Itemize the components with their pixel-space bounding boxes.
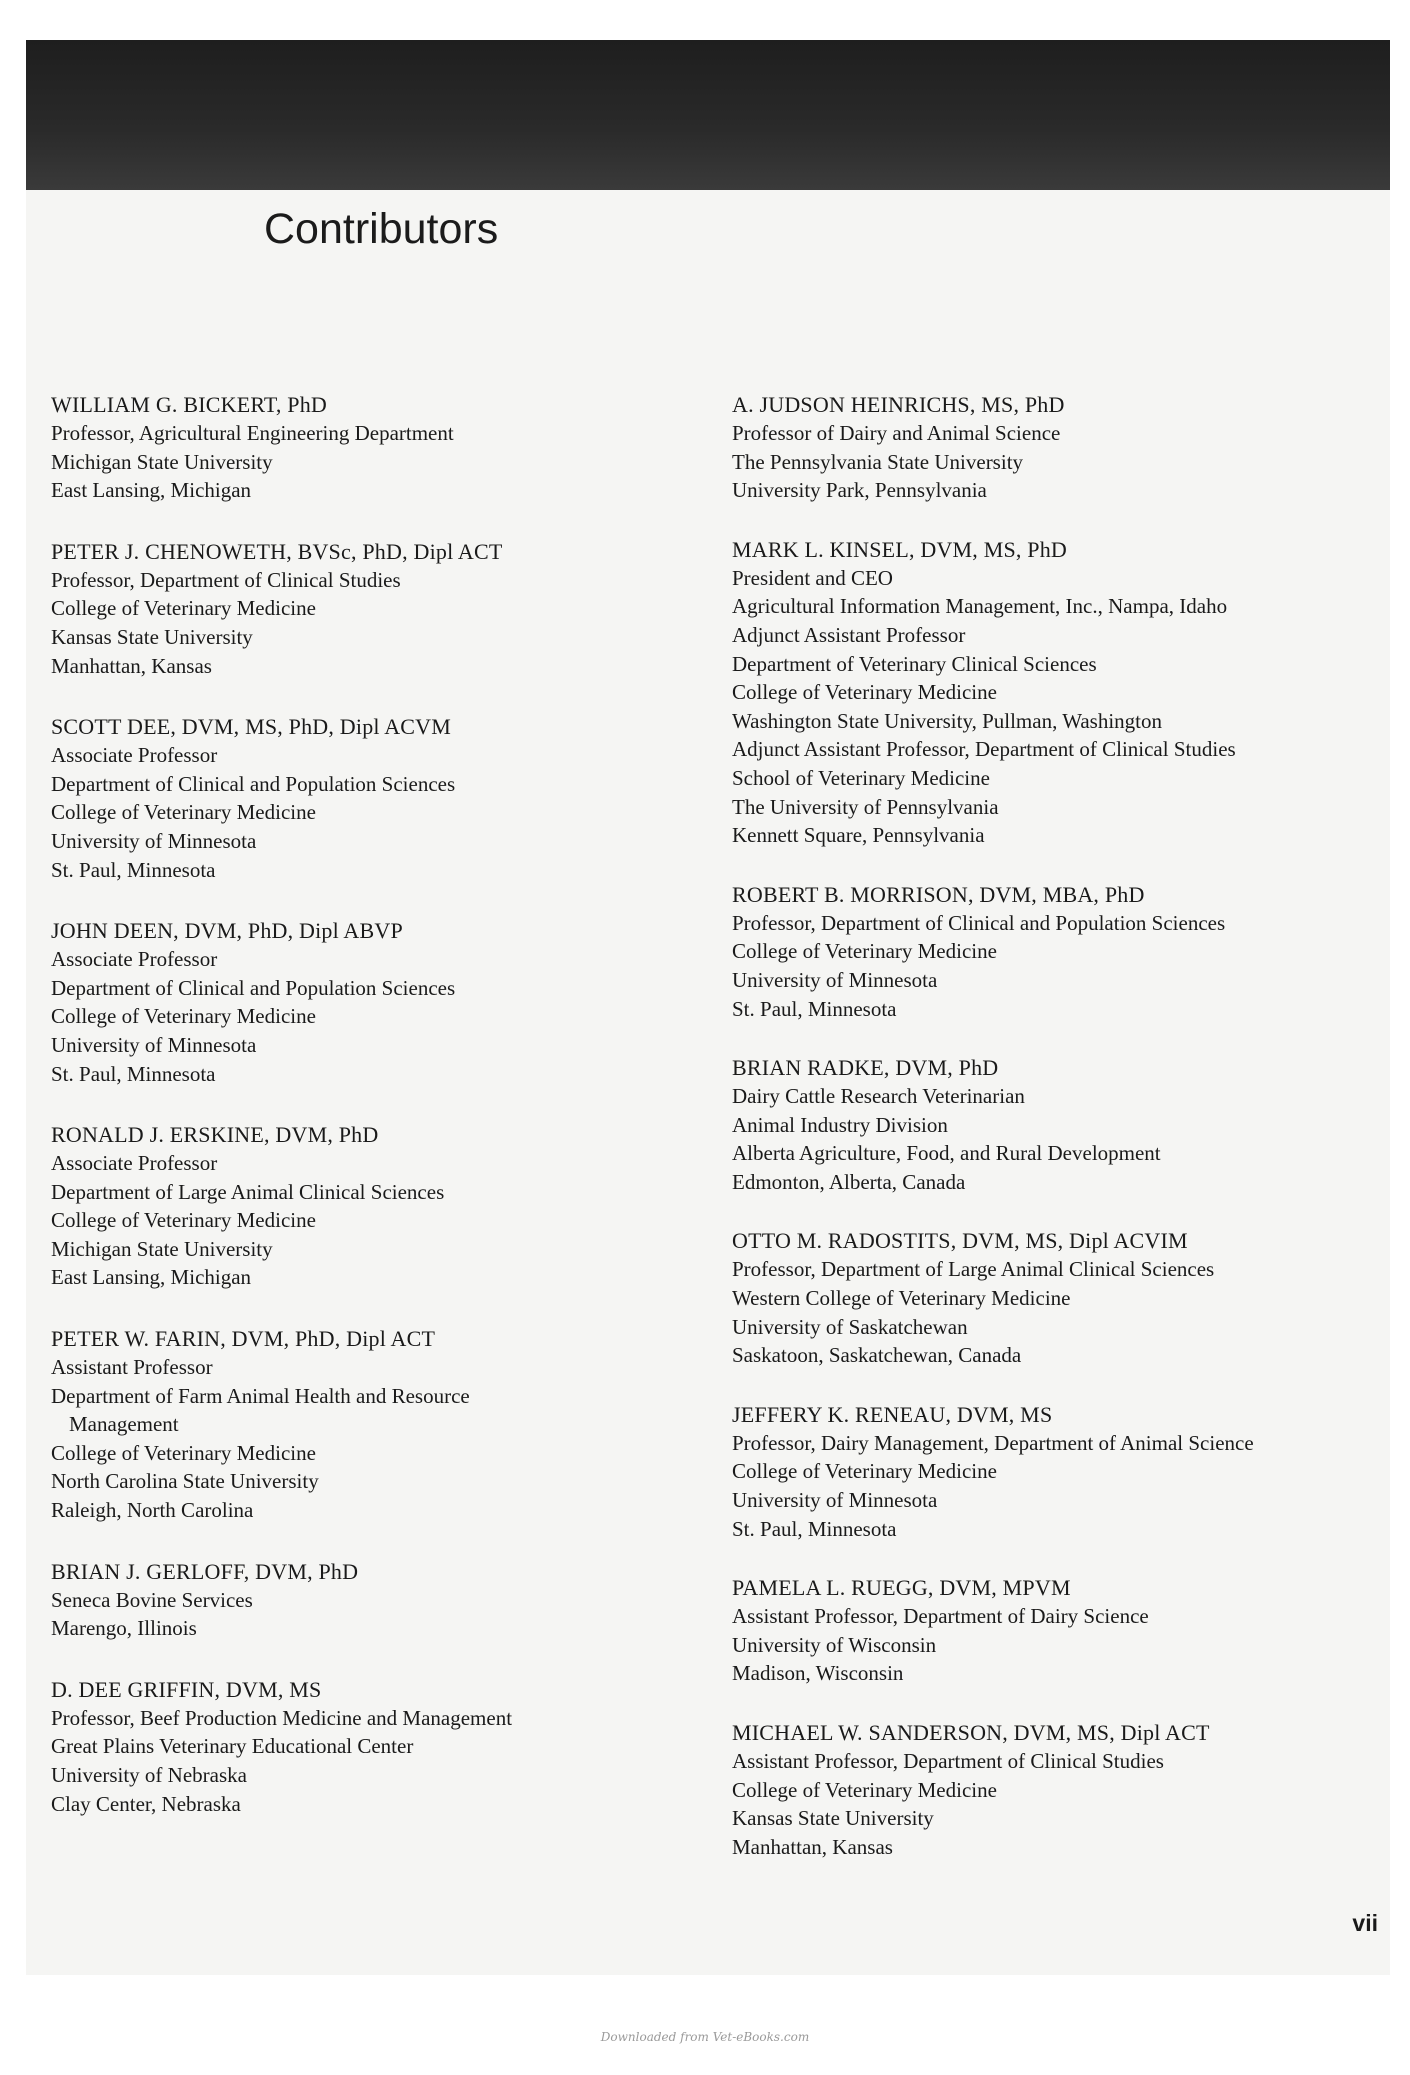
contributor-affiliation-line: College of Veterinary Medicine	[51, 1440, 316, 1465]
contributor-name: RONALD J. ERSKINE, DVM, PhD	[51, 1122, 379, 1148]
contributor-name: JOHN DEEN, DVM, PhD, Dipl ABVP	[51, 918, 403, 944]
contributor-affiliation-line: College of Veterinary Medicine	[732, 939, 997, 964]
page-number: vii	[1352, 1910, 1378, 1936]
contributor-affiliation-line: Clay Center, Nebraska	[51, 1791, 241, 1816]
contributor-name: ROBERT B. MORRISON, DVM, MBA, PhD	[732, 881, 1145, 907]
contributor-affiliation-line: College of Veterinary Medicine	[732, 680, 997, 705]
contributor-name: PETER J. CHENOWETH, BVSc, PhD, Dipl ACT	[51, 538, 503, 564]
contributor-affiliation-line: St. Paul, Minnesota	[51, 1061, 216, 1086]
contributor-name: A. JUDSON HEINRICHS, MS, PhD	[732, 392, 1065, 417]
contributor-affiliation-line: Alberta Agriculture, Food, and Rural Development	[732, 1141, 1161, 1166]
contributor-affiliation-line: Washington State University, Pullman, Washington	[732, 708, 1163, 733]
contributor-entry	[732, 1226, 1392, 1369]
contributor-name: BRIAN RADKE, DVM, PhD	[732, 1055, 999, 1081]
contributor-entry	[51, 390, 711, 505]
download-note: Downloaded from Vet-eBooks.com	[600, 2030, 810, 2044]
contributor-affiliation-line: St. Paul, Minnesota	[51, 857, 216, 882]
contributor-affiliation-line: Associate Professor	[51, 1151, 218, 1176]
header-band	[26, 40, 1390, 190]
contributor-affiliation-line: Department of Veterinary Clinical Sciences	[732, 651, 1097, 676]
contributor-entry	[51, 1675, 711, 1818]
contributor-name: BRIAN J. GERLOFF, DVM, PhD	[51, 1558, 359, 1584]
contributor-affiliation-line: College of Veterinary Medicine	[51, 1004, 316, 1029]
contributor-affiliation-line: Raleigh, North Carolina	[51, 1498, 254, 1523]
contributor-affiliation-line: President and CEO	[732, 565, 893, 590]
contributor-affiliation-line: Professor, Beef Production Medicine and Management	[51, 1705, 513, 1730]
contributor-affiliation-line: University of Wisconsin	[732, 1632, 937, 1657]
contributor-name: PETER W. FARIN, DVM, PhD, Dipl ACT	[51, 1326, 436, 1352]
contributor-affiliation-line: College of Veterinary Medicine	[51, 596, 316, 621]
contributor-affiliation-line: University Park, Pennsylvania	[732, 478, 987, 503]
left-column	[51, 390, 711, 1850]
contributor-entry	[732, 1400, 1392, 1543]
contributor-affiliation-line: Assistant Professor, Department of Clinical Studies	[732, 1749, 1164, 1773]
contributor-affiliation-line: Associate Professor	[51, 947, 218, 972]
contributor-affiliation-line: Assistant Professor	[51, 1355, 213, 1380]
contributor-name: MICHAEL W. SANDERSON, DVM, MS, Dipl ACT	[732, 1720, 1210, 1745]
contributor-affiliation-line: Assistant Professor, Department of Dairy Science	[732, 1604, 1149, 1629]
contributor-entry	[732, 390, 1392, 505]
contributor-affiliation-line: University of Minnesota	[732, 1488, 938, 1513]
contributor-affiliation-line: University of Minnesota	[732, 967, 938, 992]
contributor-entry	[732, 535, 1392, 850]
contributor-affiliation-line: Department of Large Animal Clinical Sciences	[51, 1179, 445, 1204]
contributor-affiliation-line: Department of Clinical and Population Sciences	[51, 771, 456, 796]
contributor-affiliation-line: Western College of Veterinary Medicine	[732, 1286, 1071, 1311]
contributor-entry	[51, 1324, 711, 1525]
contributor-name: MARK L. KINSEL, DVM, MS, PhD	[732, 536, 1068, 562]
contributor-affiliation-line: North Carolina State University	[51, 1469, 319, 1494]
page-title: Contributors	[264, 205, 499, 253]
contributor-affiliation-line: Professor, Agricultural Engineering Department	[51, 421, 454, 445]
contributor-entry	[51, 537, 711, 680]
contributor-entry	[51, 1120, 711, 1292]
contributor-affiliation-line: Madison, Wisconsin	[732, 1661, 904, 1686]
contributor-affiliation-line: The University of Pennsylvania	[732, 794, 999, 819]
contributor-name: PAMELA L. RUEGG, DVM, MPVM	[732, 1575, 1071, 1601]
contributor-affiliation-line: Management	[69, 1412, 179, 1437]
contributor-affiliation-line: College of Veterinary Medicine	[732, 1459, 997, 1484]
contributor-entry	[51, 1557, 711, 1643]
contributor-affiliation-line: School of Veterinary Medicine	[732, 765, 990, 790]
contributor-affiliation-line: East Lansing, Michigan	[51, 1265, 252, 1290]
contributor-name: JEFFERY K. RENEAU, DVM, MS	[732, 1401, 1053, 1427]
contributor-affiliation-line: University of Minnesota	[51, 1032, 257, 1057]
contributor-affiliation-line: Manhattan, Kansas	[51, 653, 212, 678]
contributor-affiliation-line: Manhattan, Kansas	[732, 1834, 893, 1859]
contributor-affiliation-line: Michigan State University	[51, 1236, 273, 1261]
contributor-affiliation-line: Michigan State University	[51, 449, 273, 474]
contributor-entry	[51, 916, 711, 1088]
contributor-name: OTTO M. RADOSTITS, DVM, MS, Dipl ACVIM	[732, 1228, 1188, 1254]
contributor-affiliation-line: Professor, Department of Large Animal Clinical Sciences	[732, 1257, 1215, 1282]
contributor-affiliation-line: Professor, Dairy Management, Department of Animal Science	[732, 1430, 1254, 1455]
contributor-affiliation-line: Professor, Department of Clinical and Population Sciences	[732, 910, 1226, 935]
contributor-affiliation-line: The Pennsylvania State University	[732, 449, 1024, 474]
contributor-affiliation-line: Marengo, Illinois	[51, 1616, 197, 1641]
contributor-affiliation-line: Kansas State University	[732, 1806, 934, 1831]
contributor-affiliation-line: Adjunct Assistant Professor, Department of Clinical Studies	[732, 737, 1236, 762]
contributor-affiliation-line: Department of Farm Animal Health and Resource	[51, 1383, 470, 1408]
contributor-name: SCOTT DEE, DVM, MS, PhD, Dipl ACVM	[51, 714, 452, 740]
contributor-affiliation-line: Saskatoon, Saskatchewan, Canada	[732, 1343, 1022, 1368]
contributor-affiliation-line: St. Paul, Minnesota	[732, 996, 897, 1021]
right-column	[732, 390, 1392, 1891]
contributor-affiliation-line: University of Saskatchewan	[732, 1314, 968, 1339]
contributor-entry	[732, 880, 1392, 1023]
contributor-affiliation-line: Adjunct Assistant Professor	[732, 622, 966, 647]
contributor-affiliation-line: St. Paul, Minnesota	[732, 1516, 897, 1541]
contributor-affiliation-line: Agricultural Information Management, Inc., Nampa, Idaho	[732, 594, 1228, 619]
contributor-affiliation-line: Professor of Dairy and Animal Science	[732, 421, 1061, 445]
contributor-entry	[732, 1053, 1392, 1196]
contributor-affiliation-line: Kansas State University	[51, 624, 253, 649]
contributor-affiliation-line: Dairy Cattle Research Veterinarian	[732, 1084, 1025, 1109]
contributor-affiliation-line: College of Veterinary Medicine	[732, 1777, 997, 1802]
contributor-affiliation-line: College of Veterinary Medicine	[51, 800, 316, 825]
contributor-entry	[732, 1718, 1392, 1861]
contributor-affiliation-line: Seneca Bovine Services	[51, 1587, 253, 1612]
contributor-affiliation-line: Department of Clinical and Population Sciences	[51, 975, 456, 1000]
contributor-affiliation-line: Animal Industry Division	[732, 1112, 948, 1137]
contributor-affiliation-line: East Lansing, Michigan	[51, 478, 252, 503]
contributor-name: WILLIAM G. BICKERT, PhD	[51, 392, 328, 417]
contributor-name: D. DEE GRIFFIN, DVM, MS	[51, 1676, 322, 1702]
contributor-affiliation-line: Edmonton, Alberta, Canada	[732, 1169, 966, 1194]
contributor-affiliation-line: University of Minnesota	[51, 828, 257, 853]
contributor-affiliation-line: Kennett Square, Pennsylvania	[732, 823, 985, 848]
contributor-entry	[732, 1573, 1392, 1688]
contributor-affiliation-line: College of Veterinary Medicine	[51, 1208, 316, 1233]
contributor-entry	[51, 712, 711, 884]
contributor-affiliation-line: University of Nebraska	[51, 1763, 247, 1787]
contributor-affiliation-line: Professor, Department of Clinical Studies	[51, 567, 401, 592]
contributor-affiliation-line: Great Plains Veterinary Educational Center	[51, 1734, 414, 1759]
contributor-affiliation-line: Associate Professor	[51, 743, 218, 768]
